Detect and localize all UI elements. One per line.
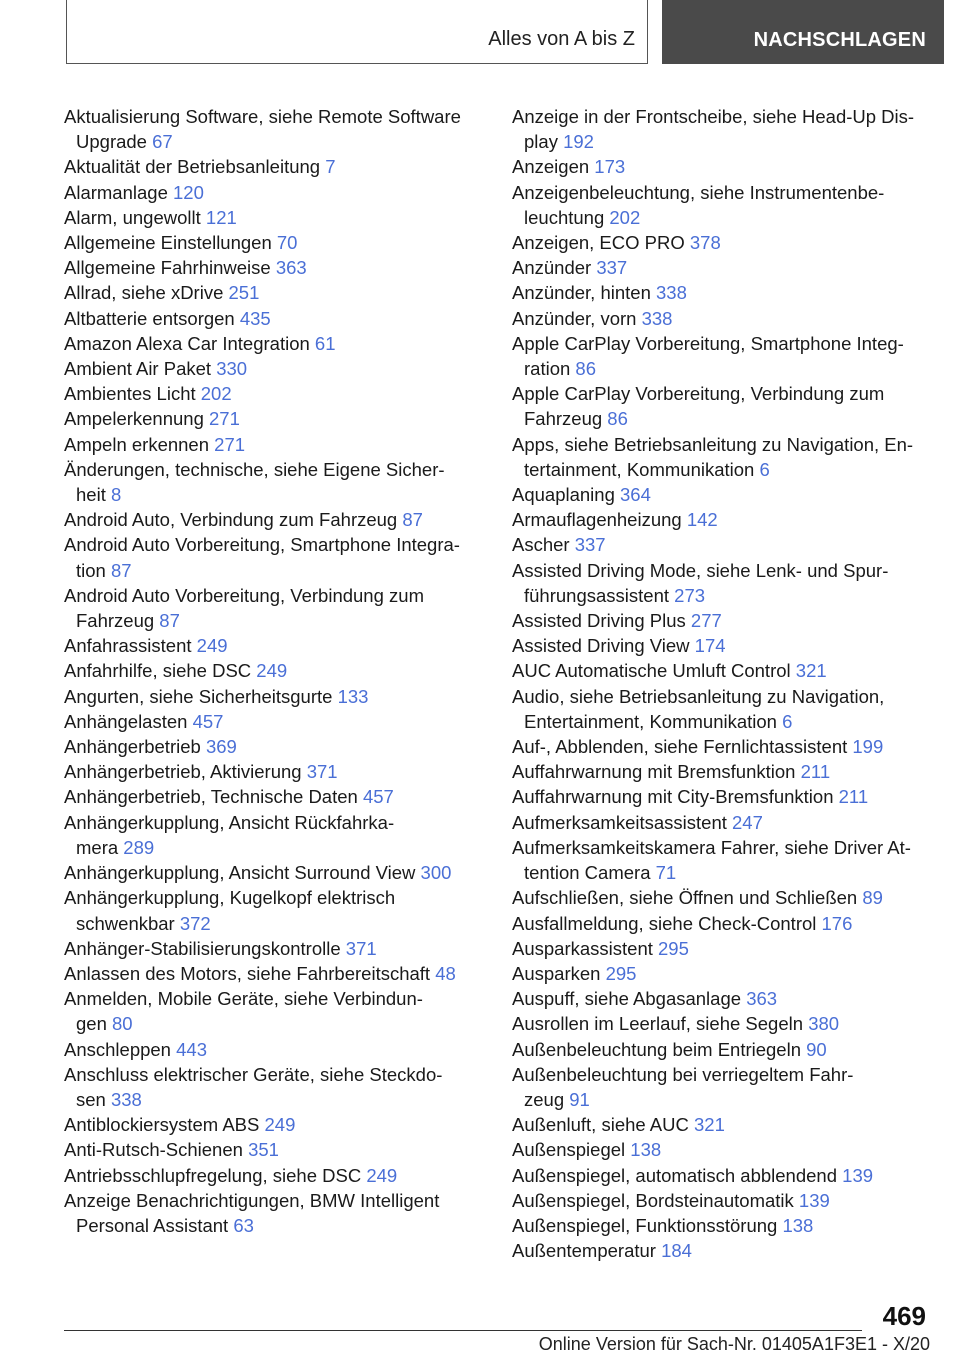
page-reference-link[interactable]: 199 bbox=[852, 736, 884, 758]
index-entry-text: Personal Assistant bbox=[76, 1214, 229, 1236]
online-version-note: Online Version für Sach-Nr. 01405A1F3E1 - X/20 bbox=[538, 1334, 930, 1354]
index-entry-text: Anzeige Benachrichtigungen, BMW Intelligent bbox=[64, 1189, 440, 1211]
page-reference-link[interactable]: 369 bbox=[205, 736, 237, 758]
index-entry-text: Angurten, siehe Sicherheitsgurte bbox=[64, 685, 333, 707]
index-entry bbox=[64, 406, 494, 431]
index-entry bbox=[64, 507, 494, 532]
index-entry-text: Anhängelasten bbox=[64, 710, 188, 732]
page-reference-link[interactable]: 295 bbox=[658, 937, 689, 959]
page-reference-link[interactable]: 142 bbox=[686, 509, 718, 531]
index-entry-text: Außenspiegel bbox=[512, 1139, 626, 1161]
page-reference-link[interactable]: 87 bbox=[402, 509, 423, 531]
index-entry bbox=[512, 558, 942, 608]
index-entry-text: tention Camera bbox=[524, 862, 651, 884]
index-entry-text: Außenspiegel, Bordsteinautomatik bbox=[512, 1189, 794, 1211]
index-entry-text: Anhängerbetrieb, Technische Daten bbox=[64, 786, 358, 808]
index-entry bbox=[64, 1112, 494, 1137]
section-title: Alles von A bis Z bbox=[488, 28, 635, 50]
index-entry-text: Ausfallmeldung, siehe Check-Control bbox=[512, 912, 817, 934]
page-reference-link[interactable]: 351 bbox=[248, 1139, 279, 1161]
index-entry bbox=[512, 482, 942, 507]
page-reference-link[interactable]: 271 bbox=[209, 408, 240, 430]
page-reference-link[interactable]: 321 bbox=[694, 1114, 725, 1136]
index-entry-text: Android Auto Vorbereitung, Smartphone Integra- bbox=[64, 534, 460, 556]
index-entry bbox=[512, 1011, 942, 1036]
page-reference-link[interactable]: 457 bbox=[362, 786, 394, 808]
index-entry-text: Anhängerkupplung, Ansicht Surround View bbox=[64, 862, 416, 884]
page-reference-link[interactable]: 295 bbox=[605, 962, 637, 984]
index-entry-text: sen bbox=[76, 1088, 106, 1110]
index-entry-text: Allgemeine Einstellungen bbox=[64, 232, 272, 254]
page-reference-link[interactable]: 457 bbox=[192, 710, 224, 732]
index-entry-text: Anhängerkupplung, Kugelkopf elektrisch bbox=[64, 887, 396, 909]
page-reference-link[interactable]: 435 bbox=[239, 307, 271, 329]
index-entry-text: Fahrzeug bbox=[76, 610, 155, 632]
index-entry-text: Anfahrhilfe, siehe DSC bbox=[64, 660, 252, 682]
index-entry bbox=[64, 154, 494, 179]
index-entry-text: Aquaplaning bbox=[512, 484, 615, 506]
index-entry bbox=[64, 104, 494, 154]
index-entry-text: Ausparken bbox=[512, 962, 601, 984]
index-entry-text: Ambient Air Paket bbox=[64, 358, 212, 380]
index-entry bbox=[512, 1112, 942, 1137]
index-entry bbox=[64, 633, 494, 658]
index-entry bbox=[512, 180, 942, 230]
index-entry-text: Anhänger-Stabilisierungskontrolle bbox=[64, 937, 341, 959]
page-reference-link[interactable]: 89 bbox=[862, 887, 883, 909]
index-entry-text: Änderungen, technische, siehe Eigene Sicher- bbox=[64, 458, 445, 480]
index-entry-text: Anti-Rutsch-Schienen bbox=[64, 1139, 243, 1161]
index-entry-text: Allrad, siehe xDrive bbox=[64, 282, 224, 304]
index-entry bbox=[512, 608, 942, 633]
page-reference-link[interactable]: 70 bbox=[276, 232, 298, 254]
page-reference-link[interactable]: 71 bbox=[655, 862, 677, 884]
index-entry-text: Aktualisierung Software, siehe Remote Software bbox=[64, 106, 461, 127]
index-entry bbox=[512, 810, 942, 835]
index-entry-text: Anhängerbetrieb, Aktivierung bbox=[64, 761, 302, 783]
index-entry bbox=[64, 734, 494, 759]
index-entry bbox=[64, 986, 494, 1036]
index-entry bbox=[64, 961, 494, 986]
index-entry-text: führungsassistent bbox=[524, 584, 670, 606]
page-reference-link[interactable]: 138 bbox=[782, 1214, 814, 1236]
page-reference-link[interactable]: 184 bbox=[661, 1240, 692, 1262]
page-reference-link[interactable]: 338 bbox=[641, 307, 673, 329]
index-entry bbox=[64, 1137, 494, 1162]
index-entry-text: Aufschließen, siehe Öffnen und Schließen bbox=[512, 887, 858, 909]
page-reference-link[interactable]: 174 bbox=[694, 635, 726, 657]
index-entry bbox=[64, 432, 494, 457]
index-entry-text: Ampelerkennung bbox=[64, 408, 204, 430]
index-entry-text: play bbox=[524, 131, 558, 153]
index-entry-text: Assisted Driving Mode, siehe Lenk- und Spur- bbox=[512, 559, 889, 581]
index-entry bbox=[512, 154, 942, 179]
index-entry bbox=[64, 860, 494, 885]
page-reference-link[interactable]: 202 bbox=[200, 383, 232, 405]
index-entry bbox=[512, 532, 942, 557]
page-reference-link[interactable]: 371 bbox=[306, 761, 338, 783]
page-reference-link[interactable]: 289 bbox=[123, 836, 155, 858]
index-entry bbox=[512, 784, 942, 809]
page-reference-link[interactable]: 211 bbox=[800, 761, 831, 783]
index-entry bbox=[512, 280, 942, 305]
page-reference-link[interactable]: 120 bbox=[173, 181, 204, 203]
index-entry-text: leuchtung bbox=[524, 206, 605, 228]
index-entry bbox=[512, 633, 942, 658]
index-entry bbox=[64, 255, 494, 280]
page-reference-link[interactable]: 277 bbox=[690, 610, 722, 632]
index-entry-text: gen bbox=[76, 1013, 107, 1035]
index-entry bbox=[64, 784, 494, 809]
index-entry-text: mera bbox=[76, 836, 119, 858]
page-reference-link[interactable]: 249 bbox=[256, 660, 288, 682]
index-entry-text: Upgrade bbox=[76, 131, 147, 153]
index-entry bbox=[64, 709, 494, 734]
page-reference-link[interactable]: 91 bbox=[569, 1088, 590, 1110]
index-entry bbox=[512, 759, 942, 784]
index-entry-text: Auspuff, siehe Abgasanlage bbox=[512, 988, 742, 1010]
index-entry bbox=[512, 1238, 942, 1263]
page-reference-link[interactable]: 363 bbox=[275, 257, 307, 279]
page-reference-link[interactable]: 6 bbox=[759, 458, 770, 480]
page-reference-link[interactable]: 87 bbox=[110, 559, 132, 581]
index-entry-text: zeug bbox=[524, 1088, 565, 1110]
index-entry bbox=[512, 230, 942, 255]
index-entry-text: Auffahrwarnung mit Bremsfunktion bbox=[512, 761, 796, 783]
index-entry bbox=[64, 457, 494, 507]
index-entry bbox=[64, 1163, 494, 1188]
index-entry bbox=[512, 658, 942, 683]
index-entry-text: Assisted Driving Plus bbox=[512, 610, 686, 632]
page-reference-link[interactable]: 86 bbox=[575, 358, 596, 380]
page-reference-link[interactable]: 271 bbox=[214, 433, 246, 455]
index-entry bbox=[512, 835, 942, 885]
index-entry bbox=[512, 432, 942, 482]
index-entry-text: Ausparkassistent bbox=[512, 937, 653, 959]
index-entry bbox=[64, 205, 494, 230]
index-entry-text: Außenbeleuchtung beim Entriegeln bbox=[512, 1038, 801, 1060]
index-entry bbox=[512, 331, 942, 381]
page-reference-link[interactable]: 249 bbox=[264, 1114, 296, 1136]
index-entry-text: Altbatterie entsorgen bbox=[64, 307, 235, 329]
index-entry bbox=[512, 1062, 942, 1112]
index-entry bbox=[512, 734, 942, 759]
index-entry-text: Anlassen des Motors, siehe Fahrbereitschaft bbox=[64, 962, 431, 984]
page-reference-link[interactable]: 249 bbox=[196, 635, 228, 657]
index-entry bbox=[64, 658, 494, 683]
index-entry-text: Ampeln erkennen bbox=[64, 433, 210, 455]
page-reference-link[interactable]: 211 bbox=[838, 786, 869, 808]
page-reference-link[interactable]: 176 bbox=[821, 912, 853, 934]
index-entry bbox=[512, 255, 942, 280]
index-entry-text: Antriebsschlupfregelung, siehe DSC bbox=[64, 1164, 362, 1186]
index-entry-text: Außenspiegel, Funktionsstörung bbox=[512, 1214, 778, 1236]
page-reference-link[interactable]: 380 bbox=[808, 1013, 840, 1035]
index-entry-text: Anhängerbetrieb bbox=[64, 736, 201, 758]
index-entry-text: Entertainment, Kommunikation bbox=[524, 710, 777, 732]
index-entry-text: Audio, siehe Betriebsanleitung zu Navigation, bbox=[512, 685, 885, 707]
index-entry-text: Auffahrwarnung mit City-Bremsfunktion bbox=[512, 786, 834, 808]
index-entry-text: schwenkbar bbox=[76, 912, 175, 934]
index-entry bbox=[512, 1137, 942, 1162]
page-reference-link[interactable]: 90 bbox=[806, 1038, 827, 1060]
index-entry bbox=[64, 684, 494, 709]
index-entry-text: AUC Automatische Umluft Control bbox=[512, 660, 791, 682]
index-entry-text: Anzeigen, ECO PRO bbox=[512, 232, 685, 254]
index-entry-text: Auf-, Abblenden, siehe Fernlichtassistent bbox=[512, 736, 848, 758]
index-entry-text: Ambientes Licht bbox=[64, 383, 196, 405]
page-reference-link[interactable]: 80 bbox=[112, 1013, 133, 1035]
index-entry bbox=[512, 1213, 942, 1238]
page-reference-link[interactable]: 273 bbox=[674, 584, 706, 606]
index-entry-text: Ausrollen im Leerlauf, siehe Segeln bbox=[512, 1013, 804, 1035]
index-entry bbox=[64, 810, 494, 860]
page-reference-link[interactable]: 321 bbox=[795, 660, 827, 682]
index-entry bbox=[64, 1037, 494, 1062]
index-entry-text: Aufmerksamkeitskamera Fahrer, siehe Driver At- bbox=[512, 836, 911, 858]
index-entry bbox=[512, 986, 942, 1011]
index-entry-text: Allgemeine Fahrhinweise bbox=[64, 257, 271, 279]
index-entry-text: Anfahrassistent bbox=[64, 635, 192, 657]
index-entry-text: Anzünder, vorn bbox=[512, 307, 637, 329]
index-entry bbox=[64, 306, 494, 331]
index-entry-text: heit bbox=[76, 484, 106, 506]
page-reference-link[interactable]: 338 bbox=[656, 282, 687, 304]
page-reference-link[interactable]: 372 bbox=[179, 912, 211, 934]
index-entry bbox=[512, 936, 942, 961]
index-entry-text: Android Auto, Verbindung zum Fahrzeug bbox=[64, 509, 398, 531]
page-reference-link[interactable]: 173 bbox=[594, 156, 626, 178]
index-entry-text: Anzeige in der Frontscheibe, siehe Head-Up Dis- bbox=[512, 106, 915, 127]
index-entry-text: Android Auto Vorbereitung, Verbindung zum bbox=[64, 584, 424, 606]
index-entry-text: ration bbox=[524, 358, 571, 380]
page-reference-link[interactable]: 139 bbox=[798, 1189, 830, 1211]
index-entry-text: Ascher bbox=[512, 534, 570, 556]
page-reference-link[interactable]: 363 bbox=[746, 988, 778, 1010]
index-entry-text: Antiblockiersystem ABS bbox=[64, 1114, 260, 1136]
page-reference-link[interactable]: 8 bbox=[110, 484, 122, 506]
page-reference-link[interactable]: 87 bbox=[159, 610, 180, 632]
page-reference-link[interactable]: 330 bbox=[216, 358, 248, 380]
index-entry-text: Apple CarPlay Vorbereitung, Verbindung zum bbox=[512, 383, 885, 405]
page-reference-link[interactable]: 61 bbox=[314, 332, 336, 354]
index-column-right bbox=[512, 104, 942, 1263]
chapter-title: NACHSCHLAGEN bbox=[753, 29, 926, 51]
index-entry-text: Anmelden, Mobile Geräte, siehe Verbindun- bbox=[64, 988, 423, 1010]
page-reference-link[interactable]: 364 bbox=[620, 484, 651, 506]
index-entry bbox=[512, 1037, 942, 1062]
index-entry bbox=[64, 885, 494, 935]
index-entry-text: Außenluft, siehe AUC bbox=[512, 1114, 689, 1136]
page-reference-link[interactable]: 378 bbox=[689, 232, 721, 254]
header-section-tab bbox=[66, 0, 648, 64]
index-entry-text: Fahrzeug bbox=[524, 408, 603, 430]
index-entry bbox=[512, 961, 942, 986]
page-reference-link[interactable]: 202 bbox=[609, 206, 641, 228]
page-reference-link[interactable]: 133 bbox=[337, 685, 369, 707]
page-reference-link[interactable]: 337 bbox=[596, 257, 628, 279]
index-entry-text: tertainment, Kommunikation bbox=[524, 458, 755, 480]
index-entry bbox=[512, 306, 942, 331]
index-entry-text: Aufmerksamkeitsassistent bbox=[512, 811, 727, 833]
page-reference-link[interactable]: 338 bbox=[110, 1088, 142, 1110]
index-entry bbox=[512, 507, 942, 532]
index-entry-text: Anschleppen bbox=[64, 1038, 171, 1060]
page-reference-link[interactable]: 371 bbox=[345, 937, 377, 959]
page-reference-link[interactable]: 249 bbox=[366, 1164, 398, 1186]
page-reference-link[interactable]: 138 bbox=[630, 1139, 662, 1161]
index-entry bbox=[64, 1062, 494, 1112]
index-entry bbox=[64, 356, 494, 381]
page-reference-link[interactable]: 121 bbox=[205, 206, 237, 228]
index-entry-text: Armauflagenheizung bbox=[512, 509, 682, 531]
index-entry-text: Apple CarPlay Vorbereitung, Smartphone Integ- bbox=[512, 332, 904, 354]
index-entry bbox=[512, 911, 942, 936]
index-entry-text: Anzünder, hinten bbox=[512, 282, 651, 304]
index-entry bbox=[512, 684, 942, 734]
index-entry bbox=[512, 381, 942, 431]
index-entry-text: tion bbox=[76, 559, 106, 581]
index-entry bbox=[64, 1188, 494, 1238]
index-entry-text: Alarm, ungewollt bbox=[64, 206, 201, 228]
index-entry bbox=[64, 532, 494, 582]
index-entry bbox=[64, 230, 494, 255]
page-reference-link[interactable]: 48 bbox=[435, 962, 456, 984]
page-number: 469 bbox=[882, 1301, 926, 1331]
index-entry-text: Anzeigenbeleuchtung, siehe Instrumentenbe- bbox=[512, 181, 885, 203]
index-column-left bbox=[64, 104, 494, 1238]
header-chapter-tab[interactable] bbox=[662, 0, 944, 64]
index-entry bbox=[512, 1188, 942, 1213]
page-reference-link[interactable]: 139 bbox=[842, 1164, 874, 1186]
index-entry-text: Apps, siehe Betriebsanleitung zu Navigation, En- bbox=[512, 433, 914, 455]
index-entry bbox=[512, 104, 942, 154]
index-entry bbox=[64, 759, 494, 784]
index-entry-text: Assisted Driving View bbox=[512, 635, 690, 657]
page-reference-link[interactable]: 67 bbox=[152, 131, 173, 153]
index-entry-text: Aktualität der Betriebsanleitung bbox=[64, 156, 321, 178]
index-entry bbox=[64, 936, 494, 961]
page-reference-link[interactable]: 443 bbox=[176, 1038, 207, 1060]
footer-divider bbox=[64, 1330, 862, 1331]
index-entry bbox=[64, 180, 494, 205]
page-reference-link[interactable]: 86 bbox=[607, 408, 628, 430]
page-reference-link[interactable]: 7 bbox=[325, 156, 336, 178]
index-entry-text: Anhängerkupplung, Ansicht Rückfahrka- bbox=[64, 811, 395, 833]
page-reference-link[interactable]: 63 bbox=[233, 1214, 254, 1236]
index-entry bbox=[512, 1163, 942, 1188]
index-entry bbox=[64, 381, 494, 406]
page-reference-link[interactable]: 247 bbox=[732, 811, 763, 833]
index-entry-text: Anschluss elektrischer Geräte, siehe Steckdo- bbox=[64, 1063, 443, 1085]
index-entry bbox=[64, 280, 494, 305]
index-entry bbox=[64, 583, 494, 633]
index-entry-text: Alarmanlage bbox=[64, 181, 168, 203]
index-entry bbox=[512, 885, 942, 910]
page-reference-link[interactable]: 6 bbox=[782, 710, 793, 732]
index-entry-text: Anzeigen bbox=[512, 156, 590, 178]
index-entry-text: Außenspiegel, automatisch abblendend bbox=[512, 1164, 838, 1186]
index-entry-text: Außentemperatur bbox=[512, 1240, 656, 1262]
page-reference-link[interactable]: 251 bbox=[228, 282, 260, 304]
page-reference-link[interactable]: 300 bbox=[420, 862, 452, 884]
page-reference-link[interactable]: 337 bbox=[574, 534, 606, 556]
page-reference-link[interactable]: 192 bbox=[563, 131, 594, 153]
index-entry-text: Außenbeleuchtung bei verriegeltem Fahr- bbox=[512, 1063, 854, 1085]
index-entry bbox=[64, 331, 494, 356]
index-entry-text: Anzünder bbox=[512, 257, 592, 279]
index-entry-text: Amazon Alexa Car Integration bbox=[64, 332, 310, 354]
